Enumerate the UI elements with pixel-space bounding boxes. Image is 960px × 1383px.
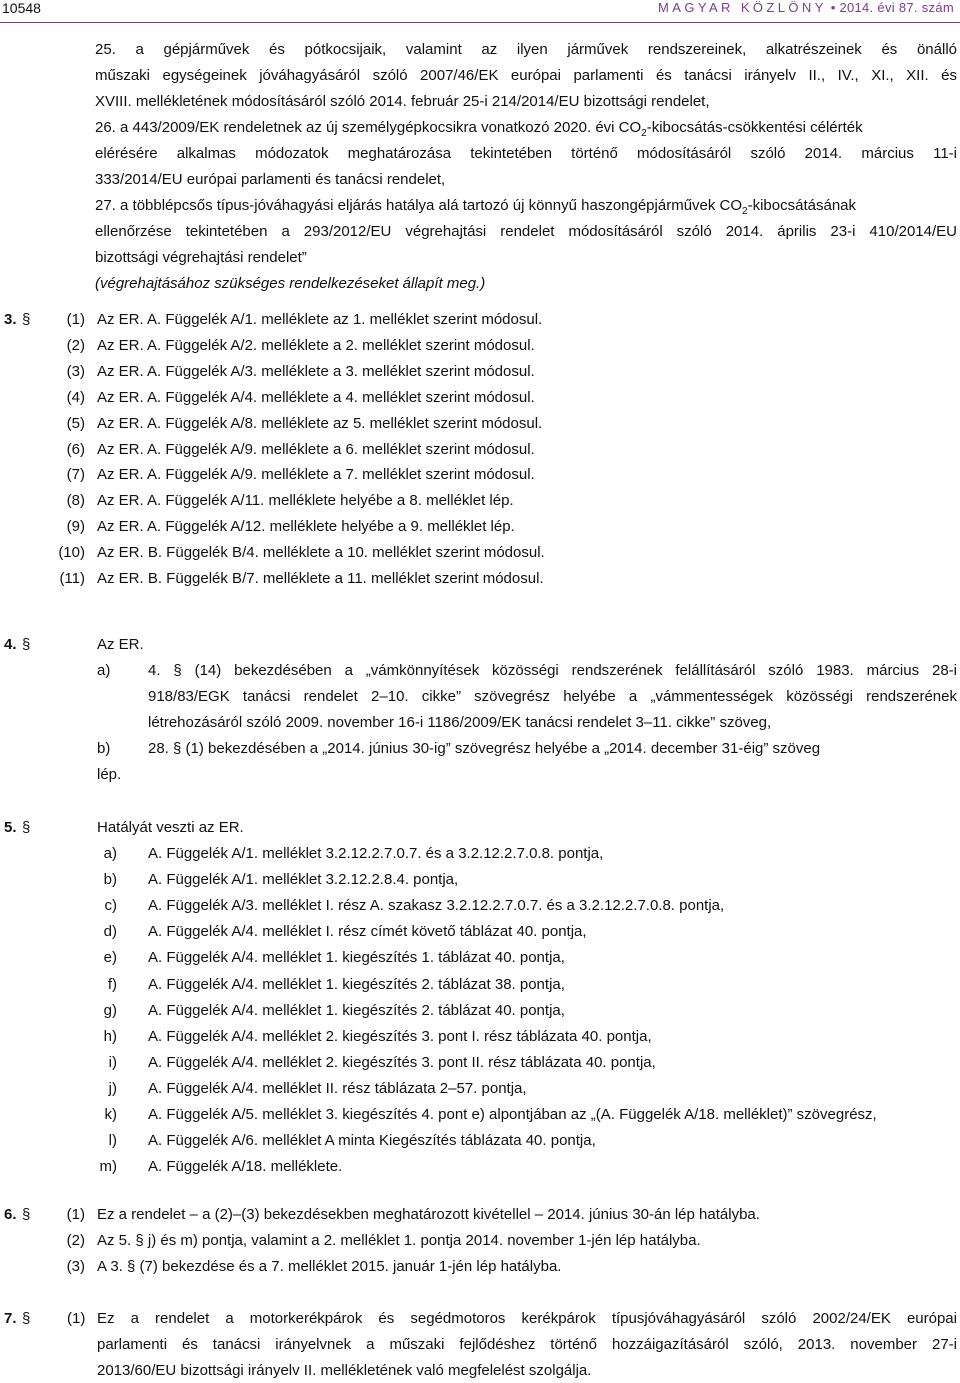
section-3-item-label: (5) — [66, 414, 85, 432]
section-5-item-label: c) — [104, 897, 117, 915]
section-3-item-text: Az ER. B. Függelék B/7. melléklete a 11. melléklet szerint módosul. — [97, 570, 544, 587]
section-5-item-text: A. Függelék A/5. melléklet 3. kiegészítés 4. pont e) alpontjában az „(A. Függelék A/18. melléklet)” szövegrész, — [148, 1106, 877, 1123]
section-5-item-label: m) — [99, 1158, 117, 1176]
section-5-item-text: A. Függelék A/18. melléklete. — [148, 1158, 343, 1176]
section-7-line-1: Ez a rendelet a motorkerékpárok és segédmotoros kerékpárok típusjóváhagyásáról szóló 2002/24/EK európai — [97, 1310, 957, 1327]
section-3-item-text: Az ER. A. Függelék A/2. melléklete a 2. melléklet szerint módosul. — [97, 336, 535, 354]
journal-issue: 2014. évi 87. szám — [839, 0, 954, 15]
section-7-line-2: parlamenti és tanácsi irányelvnek a műszaki fejlődéshez történő hozzáigazításáról szóló, 2013. november 27-i — [97, 1336, 957, 1353]
page-header — [0, 0, 960, 22]
section-7-number: 7. — [4, 1310, 17, 1327]
section-6-item-text: Az 5. § j) és m) pontja, valamint a 2. melléklet 1. pontja 2014. november 1-jén lép hatályba. — [97, 1232, 701, 1249]
section-5-item-label: i) — [108, 1053, 117, 1071]
section-3-item-label: (8) — [66, 492, 85, 510]
section-5-item-text: A. Függelék A/1. melléklet 3.2.12.2.8.4. pontja, — [148, 871, 459, 889]
section-5-item-text: A. Függelék A/6. melléklet A minta Kiegészítés táblázata 40. pontja, — [148, 1132, 596, 1150]
section-3-item-label: (2) — [66, 336, 85, 354]
preamble-25-line-1: 25. a gépjárművek és pótkocsijaik, valamint az ilyen járművek rendszereinek, alkatrészeinek és önálló — [95, 41, 957, 58]
preamble-27-line-1a: 27. a többlépcsős típus-jóváhagyási eljárás hatálya alá tartozó új könnyű haszongépjárművek CO — [95, 197, 743, 214]
section-3-item-label: (9) — [66, 518, 85, 536]
section-3-item-label: (7) — [66, 466, 85, 484]
journal-title-line — [658, 0, 954, 15]
section-3-number: 3. — [4, 311, 17, 328]
section-6-item-label: (1) — [66, 1206, 85, 1223]
section-5-item-text: A. Függelék A/4. melléklet 1. kiegészítés 2. táblázat 38. pontja, — [148, 975, 565, 993]
section-3-item-label: (3) — [66, 362, 85, 380]
section-5-item-label: a) — [103, 845, 117, 862]
section-5-item-label: g) — [103, 1001, 117, 1019]
preamble-25-line-2: műszaki egységeinek jóváhagyásáról szóló 2007/46/EK európai parlamenti és tanácsi irányelv II., IV., XI., XII. és — [95, 67, 957, 84]
section-3-item-text: Az ER. A. Függelék A/9. melléklete a 7. melléklet szerint módosul. — [97, 466, 535, 484]
section-7-label: (1) — [67, 1310, 86, 1327]
section-5-item-label: j) — [108, 1079, 117, 1097]
journal-title: MAGYAR KÖZLÖNY — [658, 0, 827, 15]
section-3-item-label: (10) — [58, 544, 85, 562]
section-6-sign: § — [22, 1206, 31, 1223]
section-5-item-text: A. Függelék A/4. melléklet 2. kiegészítés 3. pont I. rész táblázata 40. pontja, — [148, 1027, 652, 1045]
section-3-sign: § — [22, 311, 31, 328]
section-4-sign: § — [22, 636, 31, 653]
page-number: 10548 — [2, 0, 41, 16]
section-5-item-text: A. Függelék A/4. melléklet 1. kiegészítés 2. táblázat 40. pontja, — [148, 1001, 565, 1019]
section-5-item-text: A. Függelék A/1. melléklet 3.2.12.2.7.0.7. és a 3.2.12.2.7.0.8. pontja, — [148, 845, 604, 862]
preamble-27-line-1b: -kibocsátásának — [747, 197, 857, 214]
section-4-a-line-3: létrehozásáról szóló 2009. november 16-i 1186/2009/EK tanácsi rendelet 3–11. cikke” szöveg, — [148, 714, 772, 731]
co2-subscript: 2 — [742, 206, 748, 217]
section-3-item-text: Az ER. A. Függelék A/11. melléklete helyébe a 8. melléklet lép. — [97, 492, 514, 510]
section-5-item-label: f) — [107, 975, 117, 993]
section-4-b-label: b) — [97, 740, 111, 757]
section-3-item-label: (1) — [66, 311, 85, 328]
section-4-number: 4. — [4, 636, 17, 653]
preamble-27-line-2: ellenőrzése tekintetében a 293/2012/EU végrehajtási rendelet módosításáról szóló 2014. április 23-i 410/2014/EU — [95, 223, 957, 240]
preamble-27-line-3: bizottsági végrehajtási rendelet” — [95, 249, 307, 266]
section-6-item-text: A 3. § (7) bekezdése és a 7. melléklet 2015. január 1-jén lép hatályba. — [97, 1258, 562, 1275]
section-5-item-text: A. Függelék A/4. melléklet I. rész címét követő táblázat 40. pontja, — [148, 923, 587, 941]
section-5-item-label: l) — [108, 1132, 117, 1150]
section-5-item-text: A. Függelék A/3. melléklet I. rész A. szakasz 3.2.12.2.7.0.7. és a 3.2.12.2.7.0.8. pontja, — [148, 897, 725, 915]
section-5-intro: Hatályát veszti az ER. — [97, 819, 244, 836]
section-3-item-text: Az ER. A. Függelék A/12. melléklete helyébe a 9. melléklet lép. — [97, 518, 515, 536]
header-rule — [0, 22, 960, 23]
section-5-sign: § — [22, 819, 31, 836]
preamble-26-line-1b: -kibocsátás-csökkentési célérték — [646, 119, 863, 136]
section-6-number: 6. — [4, 1206, 17, 1223]
section-6-item-label: (3) — [66, 1258, 85, 1275]
preamble-26-line-2: elérésére alkalmas módozatok meghatározása tekintetében történő módosításáról szóló 2014. március 11-i — [95, 145, 957, 162]
section-3-item-text: Az ER. A. Függelék A/9. melléklete a 6. melléklet szerint módosul. — [97, 440, 535, 458]
section-5-item-label: h) — [103, 1027, 117, 1045]
co2-subscript: 2 — [641, 128, 647, 139]
section-5-item-text: A. Függelék A/4. melléklet 2. kiegészítés 3. pont II. rész táblázata 40. pontja, — [148, 1053, 656, 1071]
section-3-item-text: Az ER. A. Függelék A/8. melléklete az 5. melléklet szerint módosul. — [97, 414, 543, 432]
section-7-sign: § — [22, 1310, 31, 1327]
section-5-item-label: b) — [103, 871, 117, 889]
preamble-26-line-3: 333/2014/EU európai parlamenti és tanácsi rendelet, — [95, 171, 446, 188]
section-3-item-text: Az ER. A. Függelék A/4. melléklete a 4. melléklet szerint módosul. — [97, 388, 535, 406]
journal-bullet: • — [830, 0, 836, 15]
section-4-intro: Az ER. — [97, 636, 144, 653]
section-4-b-line-2: lép. — [97, 766, 122, 783]
section-5-item-text: A. Függelék A/4. melléklet II. rész táblázata 2–57. pontja, — [148, 1079, 527, 1097]
section-5-number: 5. — [4, 819, 17, 836]
preamble-27-line-1 — [95, 197, 856, 215]
section-6-item-label: (2) — [66, 1232, 85, 1249]
section-5-item-label: d) — [103, 923, 117, 941]
section-3-item-text: Az ER. A. Függelék A/3. melléklete a 3. melléklet szerint módosul. — [97, 362, 535, 380]
section-4-a-line-2: 918/83/EGK tanácsi rendelet 2–10. cikke” szövegrész helyébe a „vámmentességek közösségi rendszerének — [148, 688, 957, 705]
section-6-item-text: Ez a rendelet – a (2)–(3) bekezdésekben meghatározott kivétellel – 2014. június 30-án lép hatályba. — [97, 1206, 760, 1223]
section-3-item-label: (4) — [66, 388, 85, 406]
section-4-a-label: a) — [97, 662, 111, 679]
preamble-closing-italic: (végrehajtásához szükséges rendelkezéseket állapít meg.) — [95, 275, 486, 292]
section-4-b-line-1: 28. § (1) bekezdésében a „2014. június 30-ig” szövegrész helyébe a „2014. december 31-éig” szöveg — [148, 740, 821, 757]
preamble-25-line-3: XVIII. mellékletének módosításáról szóló 2014. február 25-i 214/2014/EU bizottsági rendelet, — [95, 93, 710, 110]
section-3-item-text: Az ER. B. Függelék B/4. melléklete a 10. melléklet szerint módosul. — [97, 544, 545, 562]
section-5-item-label: k) — [104, 1106, 117, 1123]
section-5-item-text: A. Függelék A/4. melléklet 1. kiegészítés 1. táblázat 40. pontja, — [148, 949, 565, 967]
section-3-item-text: Az ER. A. Függelék A/1. melléklete az 1. melléklet szerint módosul. — [97, 311, 543, 328]
preamble-26-line-1 — [95, 119, 863, 137]
section-3-item-label: (11) — [59, 570, 85, 587]
section-7-line-3: 2013/60/EU bizottsági irányelv II. mellékletének való megfelelést szolgálja. — [97, 1362, 592, 1379]
section-5-item-label: e) — [103, 949, 117, 967]
section-3-item-label: (6) — [66, 440, 85, 458]
section-4-a-line-1: 4. § (14) bekezdésében a „vámkönnyítések közösségi rendszerének felállításáról szóló 1983. március 28-i — [148, 662, 957, 679]
preamble-26-line-1a: 26. a 443/2009/EK rendeletnek az új személygépkocsikra vonatkozó 2020. évi CO — [95, 119, 642, 136]
